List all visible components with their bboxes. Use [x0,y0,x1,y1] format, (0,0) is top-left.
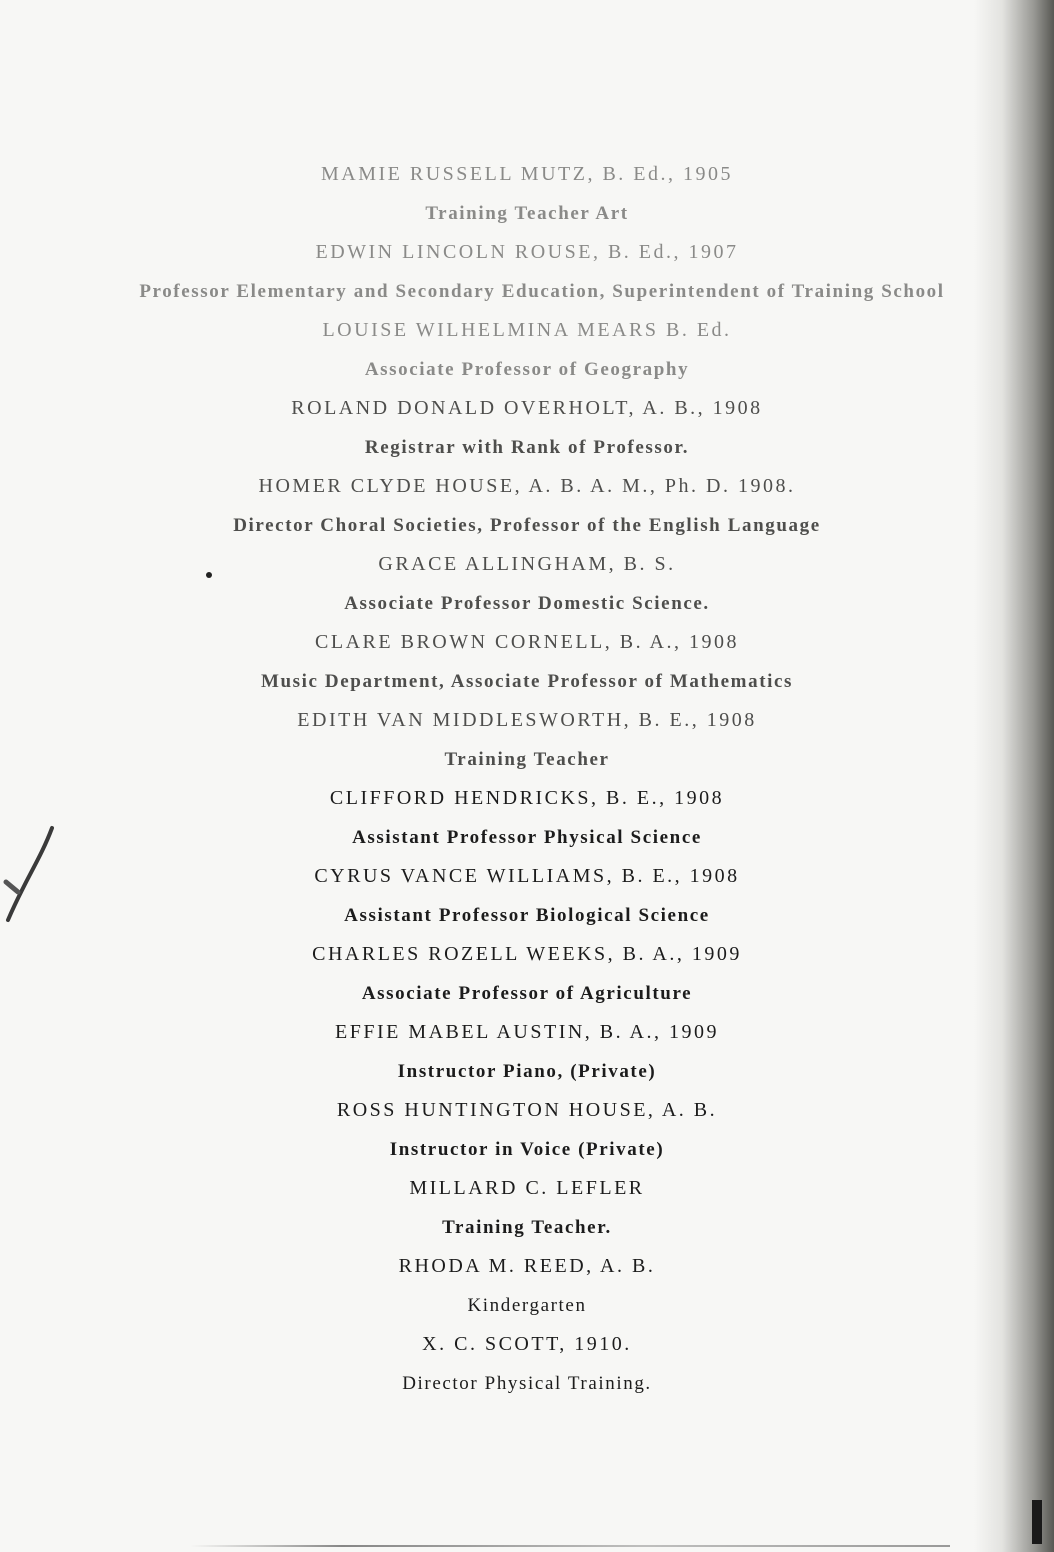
faculty-title: Associate Professor Domestic Science. [344,593,710,614]
faculty-entry [0,545,1054,623]
faculty-name: EFFIE MABEL AUSTIN, B. A., 1909 [334,1021,719,1043]
faculty-name: RHODA M. REED, A. B. [398,1255,656,1277]
faculty-title: Training Teacher Art [425,203,629,224]
faculty-entry [0,389,1054,467]
faculty-name: MILLARD C. LEFLER [409,1177,645,1199]
faculty-title: Director Physical Training. [402,1373,652,1394]
faculty-name: CHARLES ROZELL WEEKS, B. A., 1909 [312,943,742,965]
faculty-entry [0,311,1054,389]
faculty-title: Music Department, Associate Professor of Mathematics [260,671,794,692]
faculty-name: ROSS HUNTINGTON HOUSE, A. B. [336,1099,718,1121]
faculty-entry [0,1013,1054,1091]
faculty-title: Instructor Piano, (Private) [397,1061,657,1082]
faculty-entry [0,1247,1054,1325]
faculty-entry [0,857,1054,935]
faculty-entry [0,1091,1054,1169]
faculty-name: CLIFFORD HENDRICKS, B. E., 1908 [329,787,725,809]
faculty-entry [0,467,1054,545]
faculty-entry [0,935,1054,1013]
faculty-name: CYRUS VANCE WILLIAMS, B. E., 1908 [314,865,740,887]
faculty-entry [0,1169,1054,1247]
faculty-entry [0,155,1054,233]
faculty-name: GRACE ALLINGHAM, B. S. [378,553,676,575]
faculty-title: Instructor in Voice (Private) [389,1139,665,1160]
faculty-name: HOMER CLYDE HOUSE, A. B. A. M., Ph. D. 1908. [258,475,796,497]
faculty-list [0,155,1054,1403]
faculty-title: Professor Elementary and Secondary Education, Superintendent of Training School [139,281,945,302]
faculty-name: CLARE BROWN CORNELL, B. A., 1908 [315,631,739,653]
faculty-entry [0,701,1054,779]
faculty-title: Registrar with Rank of Professor. [364,437,690,458]
faculty-entry [0,779,1054,857]
faculty-entry [0,623,1054,701]
binding-mark [1032,1500,1042,1544]
faculty-name: LOUISE WILHELMINA MEARS B. Ed. [322,319,732,341]
faculty-title: Director Choral Societies, Professor of the English Language [233,515,821,536]
faculty-title: Kindergarten [467,1295,587,1316]
faculty-title: Training Teacher [444,749,610,770]
faculty-name: ROLAND DONALD OVERHOLT, A. B., 1908 [291,397,763,419]
faculty-name: EDWIN LINCOLN ROUSE, B. Ed., 1907 [315,241,739,263]
faculty-title: Associate Professor of Agriculture [361,983,693,1004]
faculty-entry [0,233,1054,311]
faculty-title: Assistant Professor Biological Science [344,905,710,926]
faculty-title: Training Teacher. [442,1217,612,1238]
faculty-name: EDITH VAN MIDDLESWORTH, B. E., 1908 [297,709,757,731]
faculty-name: X. C. SCOTT, 1910. [422,1333,632,1355]
page-bottom-edge [190,1545,950,1547]
faculty-title: Assistant Professor Physical Science [352,827,702,848]
faculty-entry [0,1325,1054,1403]
faculty-title: Associate Professor of Geography [364,359,690,380]
faculty-name: MAMIE RUSSELL MUTZ, B. Ed., 1905 [320,163,734,185]
